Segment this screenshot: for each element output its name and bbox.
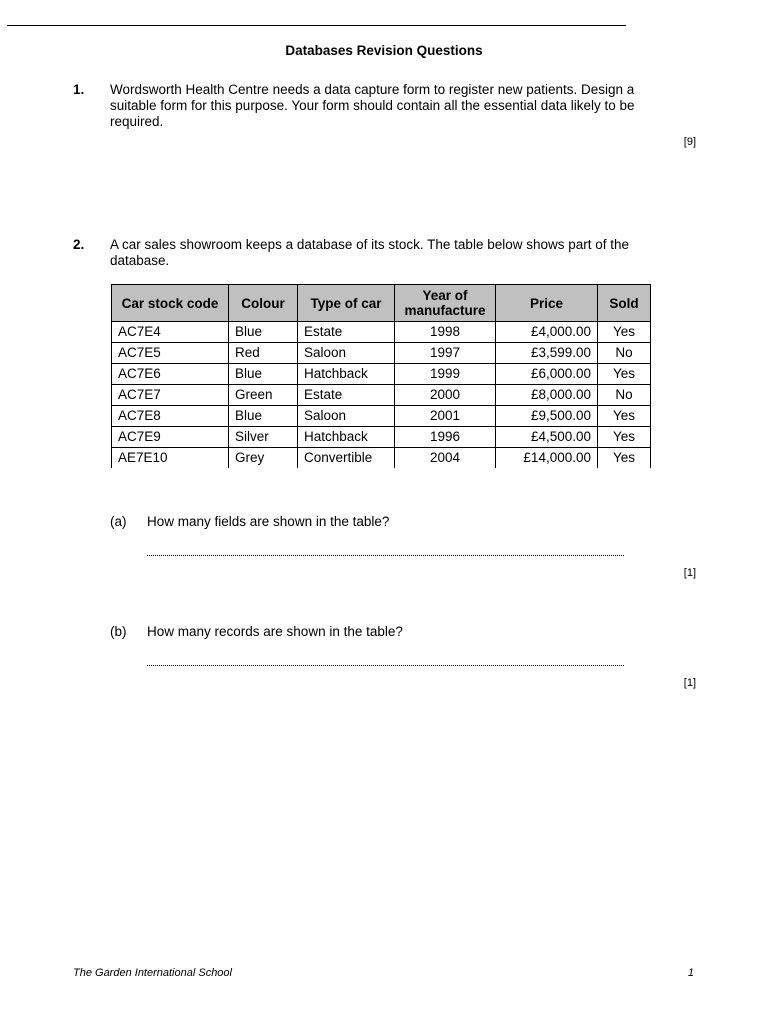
table-row <box>112 364 651 385</box>
cell-sold: Yes <box>598 406 651 427</box>
question-2-number: 2. <box>73 237 85 252</box>
cell-type: Hatchback <box>298 427 395 448</box>
cell-year: 2004 <box>395 448 496 469</box>
part-a-label: (a) <box>110 514 127 529</box>
cell-colour: Blue <box>229 322 298 343</box>
cell-year: 1996 <box>395 427 496 448</box>
cell-colour: Blue <box>229 364 298 385</box>
question-1-marks: [9] <box>683 136 696 148</box>
cell-sold: Yes <box>598 322 651 343</box>
cell-type: Estate <box>298 322 395 343</box>
part-b-label: (b) <box>110 624 127 639</box>
page-title: Databases Revision Questions <box>285 43 483 58</box>
cell-price: £9,500.00 <box>496 406 598 427</box>
cell-colour: Red <box>229 343 298 364</box>
cell-stock-code: AC7E7 <box>112 385 229 406</box>
part-b-question: How many records are shown in the table? <box>147 624 403 639</box>
cell-stock-code: AC7E8 <box>112 406 229 427</box>
cell-price: £8,000.00 <box>496 385 598 406</box>
cell-stock-code: AC7E6 <box>112 364 229 385</box>
cell-colour: Green <box>229 385 298 406</box>
table-row <box>112 343 651 364</box>
cell-type: Saloon <box>298 406 395 427</box>
header-rule <box>7 25 626 26</box>
car-stock-table <box>111 284 651 468</box>
question-1-number: 1. <box>73 82 85 97</box>
question-1-text: Wordsworth Health Centre needs a data capture form to register new patients. Design a suitable form for this purpose. Your form should contain all the essential data likely to be required. <box>110 82 635 129</box>
col-header-colour: Colour <box>229 285 298 322</box>
col-header-stock-code: Car stock code <box>112 285 229 322</box>
part-a-marks: [1] <box>683 567 696 579</box>
cell-colour: Blue <box>229 406 298 427</box>
cell-year: 2001 <box>395 406 496 427</box>
cell-type: Convertible <box>298 448 395 469</box>
cell-colour: Silver <box>229 427 298 448</box>
col-header-year: Year of manufacture <box>395 285 496 322</box>
part-a-answer-line[interactable] <box>147 555 624 556</box>
cell-type: Saloon <box>298 343 395 364</box>
cell-sold: No <box>598 343 651 364</box>
cell-sold: Yes <box>598 427 651 448</box>
cell-price: £4,500.00 <box>496 427 598 448</box>
cell-year: 1997 <box>395 343 496 364</box>
col-header-price: Price <box>496 285 598 322</box>
cell-type: Hatchback <box>298 364 395 385</box>
cell-stock-code: AC7E5 <box>112 343 229 364</box>
question-2-text: A car sales showroom keeps a database of its stock. The table below shows part of the database. <box>110 237 630 268</box>
cell-price: £14,000.00 <box>496 448 598 469</box>
table-row <box>112 448 651 469</box>
cell-year: 1999 <box>395 364 496 385</box>
table-header-row <box>112 285 651 322</box>
table-row <box>112 385 651 406</box>
part-a-question: How many fields are shown in the table? <box>147 514 390 529</box>
part-b-answer-line[interactable] <box>147 665 624 666</box>
cell-stock-code: AC7E4 <box>112 322 229 343</box>
cell-year: 1998 <box>395 322 496 343</box>
cell-price: £4,000.00 <box>496 322 598 343</box>
part-b-marks: [1] <box>683 677 696 689</box>
cell-sold: Yes <box>598 364 651 385</box>
cell-type: Estate <box>298 385 395 406</box>
footer-school-name: The Garden International School <box>73 967 232 979</box>
cell-year: 2000 <box>395 385 496 406</box>
table-row <box>112 406 651 427</box>
cell-sold: Yes <box>598 448 651 469</box>
cell-stock-code: AC7E9 <box>112 427 229 448</box>
table-row <box>112 427 651 448</box>
cell-colour: Grey <box>229 448 298 469</box>
footer-page-number: 1 <box>687 967 694 979</box>
cell-stock-code: AE7E10 <box>112 448 229 469</box>
col-header-type: Type of car <box>298 285 395 322</box>
cell-price: £6,000.00 <box>496 364 598 385</box>
col-header-sold: Sold <box>598 285 651 322</box>
table-row <box>112 322 651 343</box>
cell-price: £3,599.00 <box>496 343 598 364</box>
cell-sold: No <box>598 385 651 406</box>
